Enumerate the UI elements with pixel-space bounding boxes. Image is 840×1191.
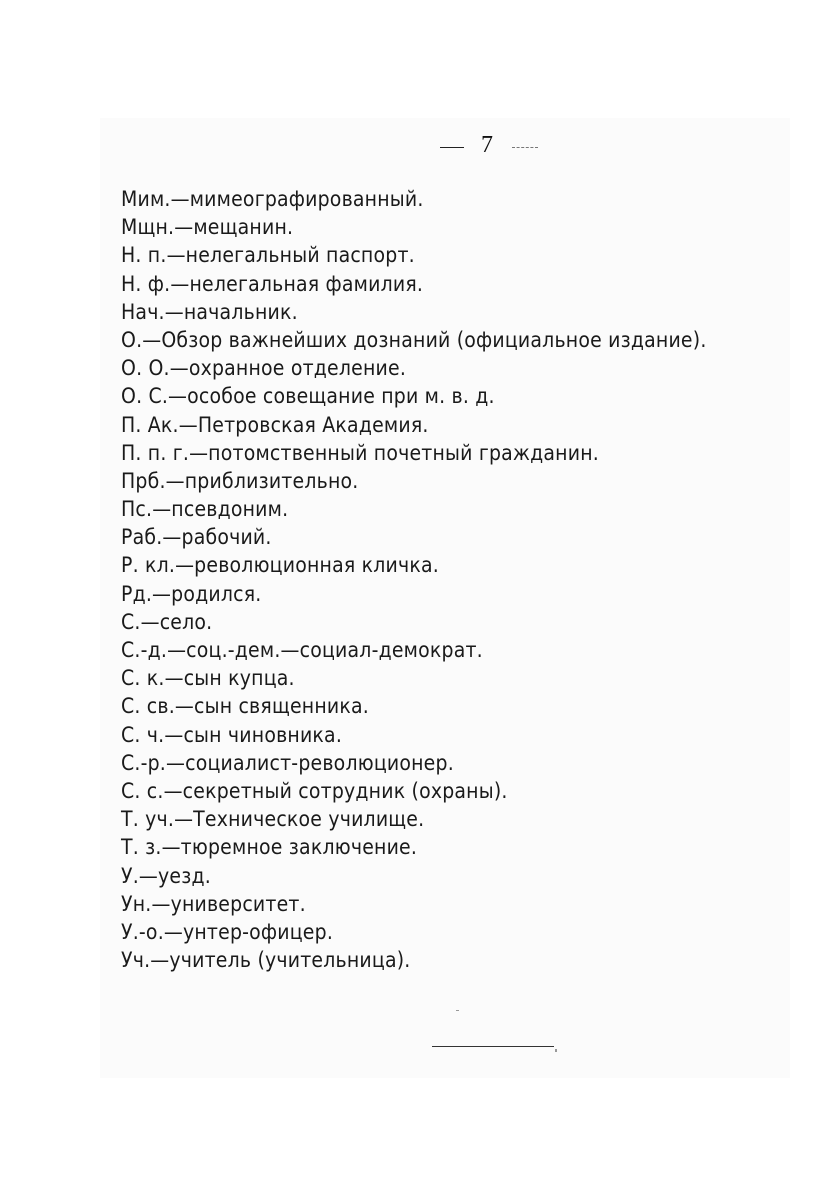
abbreviation-entry: Мим.—мимеографированный. [121,187,424,211]
abbreviation-entry: С. с.—секретный сотрудник (охраны). [121,778,508,803]
abbreviation-entry: Н. ф.—нелегальная фамилия. [121,271,424,296]
abbreviation-entry: Н. п.—нелегальный паспорт. [121,243,415,268]
abbreviation-entry: С.-р.—социалист-революционер. [121,750,454,775]
page-header [0,132,840,162]
abbreviation-entry: П. Ак.—Петровская Академия. [121,412,429,437]
abbreviation-entry: С.—село. [121,609,213,634]
abbreviation-entry: С. к.—сын купца. [121,666,295,691]
abbreviation-entry: С. св.—сын священника. [121,694,369,719]
abbreviation-entry: С. ч.—сын чиновника. [121,722,343,747]
abbreviation-entry: О. С.—особое совещание при м. в. д. [121,384,495,409]
abbreviation-entry: У.-о.—унтер-офицер. [121,919,334,944]
abbreviation-entry: Ун.—университет. [121,891,306,916]
closing-rule [432,1046,554,1047]
abbreviation-entry: П. п. г.—потомственный почетный гражданин. [121,440,599,465]
header-dash-left [440,147,464,148]
abbreviation-entry: Т. уч.—Техническое училище. [121,807,425,832]
abbreviation-entry: С.-д.—соц.-дем.—социал-демократ. [121,638,483,662]
abbreviation-entry: Мщн.—мещанин. [121,215,294,240]
abbreviation-entry: О.—Обзор важнейших дознаний (официальное издание). [121,327,707,352]
abbreviation-entry: Уч.—учитель (учительница). [121,948,411,973]
abbreviation-entry: Рд.—родился. [121,581,262,606]
abbreviation-entry: Т. з.—тюремное заключение. [121,835,418,860]
abbreviation-entry: Нач.—начальник. [121,299,298,324]
abbreviation-entry: Раб.—рабочий. [121,525,272,550]
print-speck [555,1049,557,1052]
abbreviation-list [121,185,801,974]
abbreviation-entry: Р. кл.—революционная кличка. [121,553,439,578]
abbreviation-entry: О. О.—охранное отделение. [121,356,407,381]
print-speck [456,1010,459,1011]
abbreviation-entry: У.—уезд. [121,863,211,888]
page-number: 7 [481,132,493,158]
abbreviation-entry: Прб.—приблизительно. [121,468,359,493]
abbreviation-entry: Пс.—псевдоним. [121,497,289,522]
header-dash-right [512,147,538,148]
